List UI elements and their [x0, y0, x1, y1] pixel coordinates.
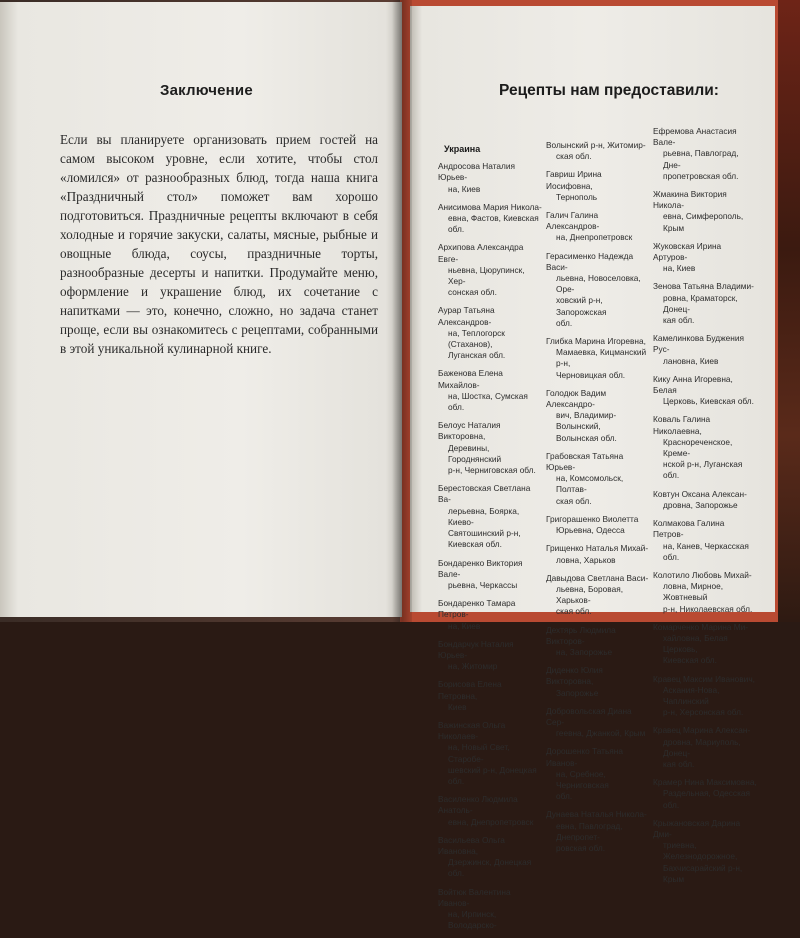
contributor-entry	[653, 489, 757, 511]
left-page-body: Если вы планируете организовать прием гостей на самом высоком уровне, если хотите, чтобы стол «ломился» от разнообразных блюд, тогда наша книга «Праздничный стол» поможет вам хорошо подготовиться. Праздничные рецепты включают в себя холодные и горячие закуски, салаты, мясные, рыбные и овощные блюда, соусы, праздничные торты, разнообразные десерты и напитки. Продумайте меню, оформление и украшение блюд, их сочетание с напитками — это, конечно, сложно, но задача станет проще, если вы ознакомитесь с рецептами, собранными в этой уникальной кулинарной книге.	[60, 132, 378, 356]
contributor-entry	[438, 242, 542, 298]
contributor-line: на, Сребное, Черниговская	[556, 768, 609, 790]
contributor-entry	[546, 746, 650, 802]
contributor-line: Анисимова Мария Никола-	[438, 201, 542, 212]
contributors-column-1	[438, 140, 542, 938]
contributors-column-3	[653, 126, 757, 892]
contributor-entry	[438, 161, 542, 195]
contributor-entry	[438, 202, 542, 236]
contributor-line: Жуковская Ирина Артуров-	[653, 240, 722, 263]
right-page-title: Рецепты нам предоставили:	[499, 82, 719, 99]
contributor-line: р-н, Николаевская обл.	[663, 603, 753, 614]
contributor-entry	[546, 336, 650, 381]
contributor-line: Давыдова Светлана Васи-	[546, 572, 649, 583]
contributor-line: на, Киев	[448, 183, 481, 194]
contributor-line: евна, Павлоград, Днепропет-	[556, 820, 623, 842]
contributor-entry	[653, 674, 757, 719]
contributor-line: ская обл.	[556, 151, 592, 162]
country-heading: Украина	[444, 144, 481, 154]
contributor-line: Кику Анна Игоревна, Белая	[653, 373, 733, 396]
contributor-entry	[438, 835, 542, 880]
contributor-line: Василенко Людмила Анатоль-	[438, 794, 518, 816]
contributor-line: ловна, Мирное, Жовтневый	[663, 581, 724, 603]
contributor-entry	[438, 794, 542, 828]
contributor-line: Краснореченское, Креме-	[663, 436, 733, 459]
contributor-line: Кравец Марина Алексан-	[653, 725, 751, 736]
contributor-line: Бондаренко Виктория Вале-	[438, 557, 523, 579]
contributor-line: ловна, Харьков	[556, 554, 616, 565]
contributor-line: Жмакина Виктория Никола-	[653, 189, 727, 211]
contributor-entry	[438, 887, 542, 932]
contributor-line: Юрьевна, Одесса	[556, 525, 625, 536]
contributor-entry	[546, 210, 650, 244]
contributor-entry	[653, 189, 757, 234]
contributor-line: Черновицкая обл.	[556, 369, 626, 380]
contributor-line: дровна, Мариуполь, Донец-	[663, 736, 741, 758]
contributor-line: на, Ирпинск, Володарско-	[448, 908, 497, 931]
contributor-line: лановна, Киев	[663, 355, 719, 366]
contributor-line: вич, Владимир-Волынский,	[556, 410, 617, 432]
contributor-line: ньевна, Цюрупинск, Хер-	[448, 264, 525, 287]
contributor-line: на, Теплогорск (Стаханов),	[448, 327, 505, 350]
contributor-line: ровна, Краматорск, Донец-	[663, 292, 738, 314]
contributor-line: евна, Симферополь, Крым	[663, 211, 744, 233]
contributor-line: Диденко Юлия Викторовна,	[546, 665, 603, 687]
contributor-entry	[653, 570, 757, 615]
contributor-line: Киевская обл.	[448, 539, 502, 550]
contributor-entry	[546, 665, 650, 699]
book-cover-photo-edge	[778, 0, 800, 622]
contributor-entry	[438, 720, 542, 787]
contributor-entry	[546, 388, 650, 444]
contributor-line: Войтюк Валентина Иванов-	[438, 886, 511, 908]
contributor-line: Зенова Татьяна Владими-	[653, 281, 754, 292]
contributor-line: Архипова Александра Евге-	[438, 242, 524, 264]
contributor-line: Бахчисарайский р-н, Крым	[663, 862, 743, 884]
contributor-line: Киевская обл.	[663, 655, 717, 666]
contributor-line: геевна, Джанкой, Крым	[556, 728, 646, 739]
contributor-line: нской р-н, Луганская обл.	[663, 459, 743, 481]
contributor-line: Дзержинск, Донецкая обл.	[448, 857, 532, 879]
contributor-entry	[653, 241, 757, 275]
contributor-line: Волынская обл.	[556, 432, 617, 443]
contributor-line: Аурар Татьяна Александров-	[438, 305, 495, 327]
left-page-title: Заключение	[160, 82, 253, 99]
contributor-line: лерьевна, Боярка, Киево-	[448, 505, 520, 527]
contributor-entry	[546, 573, 650, 618]
contributor-line: Баженова Елена Михайлов-	[438, 368, 503, 390]
contributor-entry	[546, 251, 650, 329]
contributor-entry	[546, 543, 650, 565]
contributor-line: кая обл.	[663, 758, 695, 769]
contributor-entry	[653, 374, 757, 408]
contributor-entry	[438, 558, 542, 592]
contributor-line: на, Киев	[663, 263, 696, 274]
contributor-line: Галич Галина Александров-	[546, 210, 600, 232]
contributor-line: на, Канев, Черкасская обл.	[663, 540, 749, 562]
contributor-entry	[653, 281, 757, 326]
contributor-entry	[438, 598, 542, 632]
contributor-line: Колотило Любовь Михай-	[653, 569, 752, 580]
right-page	[410, 6, 775, 931]
contributor-line: Григорашенко Виолетта	[546, 513, 639, 524]
contributor-entry	[546, 514, 650, 536]
contributor-line: пропетровская обл.	[663, 170, 739, 181]
contributor-line: Крамер Нина Максимовна,	[653, 777, 757, 788]
contributor-line: Герасименко Надежда Васи-	[546, 250, 634, 272]
contributor-entry	[438, 420, 542, 476]
contributors-column-2	[546, 140, 650, 861]
contributor-entry	[438, 483, 542, 550]
contributor-entry	[653, 518, 757, 563]
contributor-entry	[546, 809, 650, 854]
contributor-line: Церковь, Киевская обл.	[663, 396, 754, 407]
contributor-line: Важинская Ольга Николаев-	[438, 719, 506, 742]
contributor-line: Кравец Максим Иванович,	[653, 673, 755, 684]
contributor-line: Камелинкова Буджения Рус-	[653, 333, 744, 355]
contributor-entry	[653, 777, 757, 811]
contributor-entry	[653, 818, 757, 885]
contributor-line: Борисова Елена Петровна,	[438, 679, 502, 701]
contributor-line: дровна, Запорожье	[663, 499, 738, 510]
contributor-line: обл.	[556, 791, 573, 802]
contributor-entry	[546, 140, 650, 162]
contributor-line: на, Новый Свет, Старобе-	[448, 742, 510, 764]
contributor-line: на, Комсомольск, Полтав-	[556, 473, 624, 495]
contributor-line: р-н, Херсонская обл.	[663, 707, 744, 718]
contributor-line: на, Запорожье	[556, 646, 613, 657]
contributor-line: Васильева Ольга Ивановна,	[438, 834, 505, 856]
contributor-entry	[438, 679, 542, 713]
contributor-entry	[653, 333, 757, 367]
contributor-line: р-н, Черниговская обл.	[448, 465, 536, 476]
contributor-line: Глибка Марина Игоревна,	[546, 336, 646, 347]
contributor-line: триевна, Железнодорожное,	[663, 840, 738, 862]
contributor-entry	[653, 622, 757, 667]
contributor-line: на, Шостка, Сумская обл.	[448, 390, 528, 413]
contributor-line: Дехтярь Людмила Викторов-	[546, 624, 616, 646]
book-spine-shadow	[392, 0, 412, 622]
contributor-line: рьевна, Павлоград, Дне-	[663, 148, 739, 170]
contributor-line: Ефремова Анастасия Вале-	[653, 126, 737, 148]
contributor-line: Андросова Наталия Юрьев-	[438, 161, 515, 183]
contributor-line: льевна, Новоселовка, Оре-	[556, 273, 641, 295]
contributor-line: Мамаевка, Кицманский р-н,	[556, 347, 647, 369]
contributor-entry	[653, 414, 757, 481]
contributor-line: Запорожье	[556, 687, 599, 698]
contributor-line: Голодюк Вадим Александро-	[546, 387, 607, 410]
contributor-line: Комарченко Марина Ми-	[653, 621, 749, 632]
contributor-line: ская обл.	[556, 495, 592, 506]
contributor-line: Колмакова Галина Петров-	[653, 518, 725, 540]
contributor-line: Деревины, Городнянский	[448, 442, 502, 464]
contributor-line: Дорошенко Татьяна Иванов-	[546, 746, 623, 768]
contributor-line: на, Житомир	[448, 661, 498, 672]
contributor-line: Бондаренко Тамара Петров-	[438, 598, 516, 620]
contributor-entry	[546, 169, 650, 203]
contributor-entry	[546, 625, 650, 659]
contributor-line: Ковтун Оксана Алексан-	[653, 488, 747, 499]
contributor-entry	[438, 368, 542, 413]
contributor-line: кая обл.	[663, 315, 695, 326]
contributor-line: ровская обл.	[556, 842, 606, 853]
contributor-entry	[438, 305, 542, 361]
contributor-line: Дунаева Наталья Никола-	[546, 809, 647, 820]
contributor-entry	[546, 706, 650, 740]
contributor-line: ская обл.	[556, 606, 592, 617]
contributor-line: рьевна, Черкассы	[448, 579, 518, 590]
contributor-line: Берестовская Светлана Ва-	[438, 483, 531, 505]
contributor-line: шевский р-н, Донецкая обл.	[448, 764, 537, 786]
contributor-line: Святошинский р-н,	[448, 528, 521, 539]
contributor-line: Волынский р-н, Житомир-	[546, 140, 646, 150]
contributor-line: Крыжановская Дарина Дми-	[653, 817, 741, 839]
contributor-line: обл.	[556, 317, 573, 328]
contributor-line: хайловна, Белая Церковь,	[663, 632, 728, 655]
contributor-line: Гавриш Ирина Иосифовна,	[546, 169, 602, 191]
contributor-line: Киев	[448, 701, 467, 712]
contributor-line: Тернополь	[556, 191, 598, 202]
contributor-line: льевна, Боровая, Харьков-	[556, 583, 624, 606]
contributor-line: Раздельная, Одесская обл.	[663, 788, 750, 810]
contributor-line: Аскания-Нова, Чаплинский	[663, 684, 720, 706]
contributor-entry	[438, 639, 542, 673]
left-page	[0, 2, 402, 617]
contributor-line: сонская обл.	[448, 287, 497, 298]
contributor-line: ховский р-н, Запорожская	[556, 295, 607, 317]
contributor-line: евна, Днепропетровск	[448, 816, 534, 827]
contributor-line: Белоус Наталия Викторовна,	[438, 420, 501, 442]
contributor-line: Добровольская Диана Сер-	[546, 705, 632, 727]
contributor-line: Луганская обл.	[448, 350, 506, 361]
contributor-line: Коваль Галина Николаевна,	[653, 414, 711, 436]
contributor-entry	[653, 126, 757, 182]
contributor-line: Грищенко Наталья Михай-	[546, 543, 649, 554]
contributor-line: на, Киев	[448, 620, 481, 631]
contributor-entry	[653, 725, 757, 770]
contributor-line: Бондарчук Наталия Юрьев-	[438, 638, 514, 660]
contributor-line: евна, Фастов, Киевская обл.	[448, 213, 539, 235]
contributor-line: Грабовская Татьяна Юрьев-	[546, 450, 624, 473]
contributor-entry	[546, 451, 650, 507]
contributor-line: на, Днепропетровск	[556, 232, 633, 243]
